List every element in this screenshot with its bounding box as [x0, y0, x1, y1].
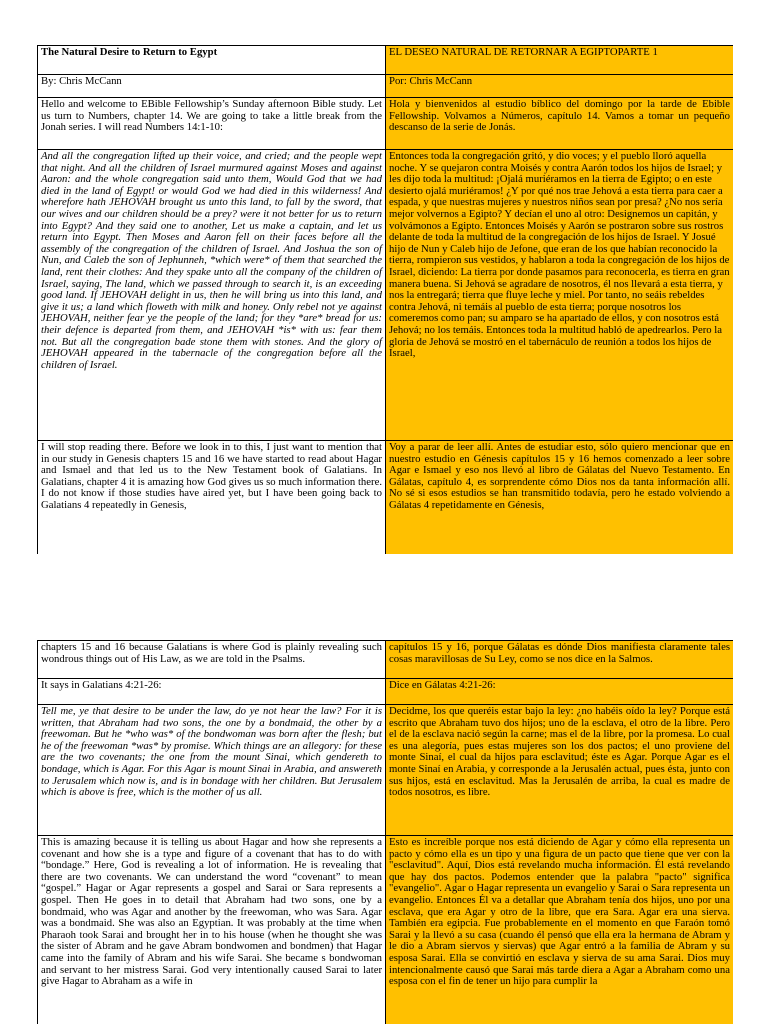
- scripture-numbers-english: And all the congregation lifted up their voice, and cried; and the people wept that night. And all the children of Israel murmured against Moses and against Aaron: and the whole congregation said unto them, Would God that we had died in the land of Egypt! or would God we had died in this wilderness! And wherefore hath JEHOVAH brought us unto this land, to fall by the sword, that our wives and our children should be a prey? were it not better for us to return into Egypt? And they said one to another, Let us make a captain, and let us return into Egypt. Then Moses and Aaron fell on their faces before all the assembly of the congregation of the children of Israel. And Joshua the son of Nun, and Caleb the son of Jephunneh, *which were* of them that searched the land, rent their clothes: And they spake unto all the company of the children of Israel, saying, The land, which we passed through to search it, is an exceeding good land. If JEHOVAH delight in us, then he will bring us into this land, and give it us; a land which floweth with milk and honey. Only rebel not ye against JEHOVAH, neither fear ye the people of the land; for they *are* bread for us: their defence is departed from them, and JEHOVAH *is* with us: fear them not. But all the congregation bade stone them with stones. And the glory of JEHOVAH appeared in the tabernacle of the congregation before all the children of Israel.: [38, 150, 386, 441]
- table-row: [38, 705, 734, 836]
- author-spanish: Por: Chris McCann: [386, 75, 734, 98]
- table-row: [38, 441, 734, 555]
- title-english-cell: [38, 46, 386, 75]
- table-row: [38, 46, 734, 75]
- intro-english: Hello and welcome to EBible Fellowship’s Sunday afternoon Bible study. Let us turn to Numbers, chapter 14. We are going to take a little break from the Jonah series. I will read Numbers 14:1-10:: [38, 98, 386, 150]
- table-row: [38, 679, 734, 705]
- commentary-spanish: Voy a parar de leer allí. Antes de estudiar esto, sólo quiero mencionar que en nuestro estudio en Génesis capítulos 15 y 16 hemos comenzado a leer sobre Agar e Ismael y eso nos llevó al libro de Gálatas del Nuevo Testamento. En Gálatas, capítulo 4, es sorprendente cómo Dios nos da tanta información allí. No sé si esos estudios se han transmitido todavía, pero he estado volviendo a Gálatas 4 repetidamente en Génesis,: [386, 441, 734, 555]
- intro-spanish: Hola y bienvenidos al estudio bíblico del domingo por la tarde de Ebible Fellowship. Volvamos a Números, capítulo 14. Vamos a tomar un pequeño descanso de la serie de Jonás.: [386, 98, 734, 150]
- scripture-numbers-spanish: Entonces toda la congregación gritó, y dio voces; y el pueblo lloró aquella noche. Y se quejaron contra Moisés y contra Aarón todos los hijos de Israel; y les dijo toda la multitud: ¡Ojalá muriéramos en la tierra de Egipto; o en este desierto ojalá muriéramos! ¿Y por qué nos trae Jehová a esta tierra para caer a espada, y que nuestras mujeres y nuestros niños sean por presa? ¿No nos sería mejor volvernos a Egipto? Y decían el uno al otro: Designemos un capitán, y volvámonos a Egipto. Entonces Moisés y Aarón se postraron sobre sus rostros delante de toda la multitud de la congregación de los hijos de Israel. Y Josué hijo de Nun y Caleb hijo de Jefone, que eran de los que habían reconocido la tierra, rompieron sus vestidos, y hablaron a toda la congregación de los hijos de Israel, diciendo: La tierra por donde pasamos para reconocerla, es tierra en gran manera buena. Si Jehová se agradare de nosotros, él nos llevará a esta tierra, y nos la entregará; tierra que fluye leche y miel. Por tanto, no seáis rebeldes contra Jehová, ni temáis al pueblo de esta tierra; porque nosotros los comeremos como pan; su amparo se ha apartado de ellos, y con nosotros está Jehová; no los temáis. Entonces toda la multitud habló de apedrearlos. Pero la gloria de Jehová se mostró en el tabernáculo de reunión a todos los hijos de Israel,: [386, 150, 734, 441]
- document-title-english: The Natural Desire to Return to Egypt: [41, 46, 218, 58]
- commentary-hagar-spanish: Esto es increíble porque nos está diciendo de Agar y cómo ella representa un pacto y cómo ella es un tipo y una figura de un pacto que tiene que ver con la "esclavitud". Aquí, Dios está revelando mucha información. Él está revelando que hay dos pactos. Podemos entender que la palabra "pacto" significa "evangelio". Agar o Hagar representa un evangelio y Sarai o Sara representa un evangelio. Entonces Él va a detallar que Abraham tenía dos hijos, uno por una esclava, que era Agar y otro de la libre, que era Sara. Agar era una sierva. También era egipcia. Fue probablemente en el momento en que Faraón tomó Sarai y la llevó a su casa (cuando él pensó que ella era la hermana de Abram y le dio a Abram siervos y siervas) que Agar entró a la familia de Abram y su esposa Sarai. Ella se convirtió en esclava y sierva de su ama Sarai. Dios muy intencionalmente causó que Sarai más tarde diera a Agar a Abraham como una esposa con el fin de tener un hijo para cumplir la: [386, 836, 734, 1024]
- table-row: [38, 641, 734, 679]
- table-row: [38, 836, 734, 1024]
- bilingual-table-page-1: [37, 45, 733, 554]
- continuation-spanish: capítulos 15 y 16, porque Gálatas es dónde Dios manifiesta claramente tales cosas maravillosas de Su Ley, como se nos dice en la Salmos.: [386, 641, 734, 679]
- table-row: [38, 150, 734, 441]
- commentary-hagar-english: This is amazing because it is telling us about Hagar and how she represents a covenant and how she is a type and figure of a covenant that has to do with “bondage.” Here, God is revealing a lot of information. He is revealing that there are two covenants. We can understand the word “covenant” to mean “gospel.” Hagar or Agar represents a gospel and Sarai or Sara represents a gospel. Then He goes in to detail that Abraham had two sons, one by a bondmaid, who was Agar and another by the freewoman, who was Sara. Agar was a bondmaid. She was also an Egyptian. It was probably at the time when Pharaoh took Sarai and brought her in to his house (when he thought she was the sister of Abram and he gave Abram bondwomen and bondmen) that Hagar came into the family of Abram and his wife Sarai. She became s bondwoman and servant to her mistress Sarai. God very intentionally caused Sarai to later give Hagar to Abraham as a wife in: [38, 836, 386, 1024]
- document-page-2: [37, 640, 733, 1024]
- document-page-1: [37, 45, 733, 554]
- reference-spanish: Dice en Gálatas 4:21-26:: [386, 679, 734, 705]
- continuation-english: chapters 15 and 16 because Galatians is where God is plainly revealing such wondrous things out of His Law, as we are told in the Psalms.: [38, 641, 386, 679]
- scripture-galatians-english: Tell me, ye that desire to be under the law, do ye not hear the law? For it is written, that Abraham had two sons, the one by a bondmaid, the other by a freewoman. But he *who was* of the bondwoman was born after the flesh; but he of the freewoman *was* by promise. Which things are an allegory: for these are the two covenants; the one from the mount Sinai, which gendereth to bondage, which is Agar. For this Agar is mount Sinai in Arabia, and answereth to Jerusalem which now is, and is in bondage with her children. But Jerusalem which is above is free, which is the mother of us all.: [38, 705, 386, 836]
- document-title-spanish: EL DESEO NATURAL DE RETORNAR A EGIPTOPARTE 1: [389, 46, 658, 58]
- scripture-galatians-spanish: Decidme, los que queréis estar bajo la ley: ¿no habéis oído la ley? Porque está escrito que Abraham tuvo dos hijos; uno de la esclava, el otro de la libre. Pero el de la esclava nació según la carne; mas el de la libre, por la promesa. Lo cual es una alegoría, pues estas mujeres son los dos pactos; el uno proviene del monte Sinaí, el cual da hijos para esclavitud; éste es Agar. Porque Agar es el monte Sinaí en Arabia, y corresponde a la Jerusalén actual, pues ésta, junto con sus hijos, está en esclavitud. Mas la Jerusalén de arriba, la cual es madre de todos nosotros, es libre.: [386, 705, 734, 836]
- bilingual-table-page-2: [37, 640, 733, 1024]
- commentary-english: I will stop reading there. Before we look in to this, I just want to mention that in our study in Genesis chapters 15 and 16 we have started to read about Hagar and Ismael and that led us to the New Testament book of Galatians. In Galatians, chapter 4 it is amazing how God gives us so much information there. I do not know if those studies have aired yet, but I have been going back to Galatians 4 repeatedly in Genesis,: [38, 441, 386, 555]
- author-english: By: Chris McCann: [38, 75, 386, 98]
- title-spanish-cell: [386, 46, 734, 75]
- table-row: [38, 98, 734, 150]
- table-row: [38, 75, 734, 98]
- reference-english: It says in Galatians 4:21-26:: [38, 679, 386, 705]
